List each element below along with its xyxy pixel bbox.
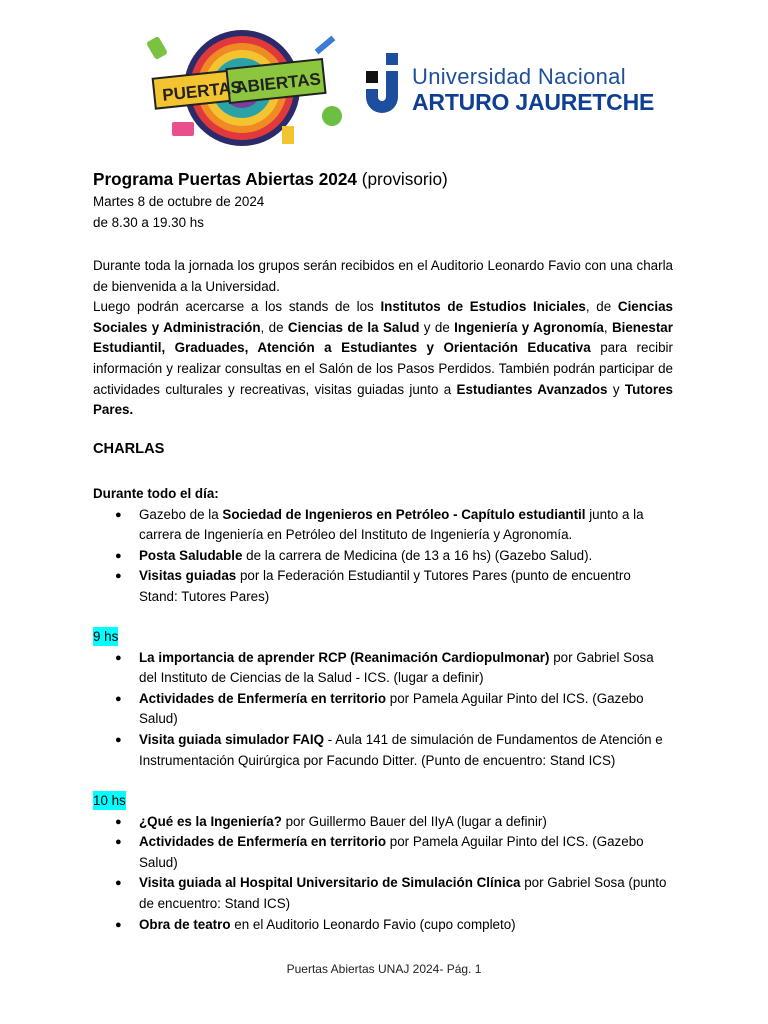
section-heading-charlas: CHARLAS xyxy=(93,441,165,457)
time-label-9hs: 9 hs xyxy=(93,629,119,644)
list-item: ● Actividades de Enfermería en territorio por Pamela Aguilar Pinto del ICS. (Gazebo Salud) xyxy=(115,834,644,870)
list-item: ● Obra de teatro en el Auditorio Leonardo Favio (cupo completo) xyxy=(115,916,516,932)
event-date: Martes 8 de octubre de 2024 xyxy=(93,194,265,209)
title-block xyxy=(93,166,673,233)
intro-text xyxy=(93,256,673,421)
all-day-heading: Durante todo el día: xyxy=(93,486,219,501)
section-all-day xyxy=(93,484,673,608)
abiertas-text: ABIERTAS xyxy=(234,69,322,98)
list-item: ● Actividades de Enfermería en territorio por Pamela Aguilar Pinto del ICS. (Gazebo Salud) xyxy=(115,690,644,727)
list-item: ● Gazebo de la Sociedad de Ingenieros en Petróleo - Capítulo estudiantil junto a la carrera de Ingeniería en Petróleo del Instituto de Ingeniería y Agronomía. xyxy=(115,506,644,543)
puertas-abiertas-logo xyxy=(132,26,354,154)
intro-paragraph-1: Durante toda la jornada los grupos serán recibidos en el Auditorio Leonardo Favio con una charla de bienvenida a la Universidad. xyxy=(93,258,673,294)
list-item: ● Visita guiada simulador FAIQ - Aula 141 de simulación de Fundamentos de Atención e Instrumentación Quirúrgica por Facundo Ditter. (Punto de encuentro: Stand ICS) xyxy=(115,731,663,768)
time-label-10hs: 10 hs xyxy=(93,793,126,808)
event-hours: de 8.30 a 19.30 hs xyxy=(93,214,204,230)
intro-paragraph-2: Luego podrán acercarse a los stands de los Institutos de Estudios Iniciales, de Ciencias Sociales y Administración, de Ciencias de la Salud y de Ingeniería y Agronomía, Bienestar Estudiantil, Graduades, Atención a Estudiantes y Orientación Educativa para recibir información y realizar consultas en el Salón de los Pasos Perdidos. También podrán participar de actividades culturales y recreativas, visitas guiadas junto a Estudiantes Avanzados y Tutores Pares. xyxy=(93,299,673,418)
page-title: Programa Puertas Abiertas 2024 (provisorio) xyxy=(93,169,448,189)
list-item: ● ¿Qué es la Ingeniería? por Guillermo Bauer del IIyA (lugar a definir) xyxy=(115,813,547,829)
list-item: ● La importancia de aprender RCP (Reanimación Cardiopulmonar) por Gabriel Sosa del Instituto de Ciencias de la Salud - ICS. (lugar a definir) xyxy=(115,649,654,686)
section-9hs xyxy=(93,627,673,771)
list-item: ● Posta Saludable de la carrera de Medicina (de 13 a 16 hs) (Gazebo Salud). xyxy=(115,547,593,563)
puertas-text: PUERTAS xyxy=(161,77,244,105)
page-footer: Puertas Abiertas UNAJ 2024- Pág. 1 xyxy=(286,962,482,976)
section-10hs xyxy=(93,791,673,935)
list-item: ● Visitas guiadas por la Federación Estudiantil y Tutores Pares (punto de encuentro Stand: Tutores Pares) xyxy=(115,568,631,604)
unaj-name-line2: ARTURO JAURETCHE xyxy=(412,89,655,115)
unaj-logo xyxy=(364,45,655,117)
unaj-name-line1: Universidad Nacional xyxy=(412,64,626,89)
list-item: ● Visita guiada al Hospital Universitario de Simulación Clínica por Gabriel Sosa (punto de encuentro: Stand ICS) xyxy=(115,875,667,911)
